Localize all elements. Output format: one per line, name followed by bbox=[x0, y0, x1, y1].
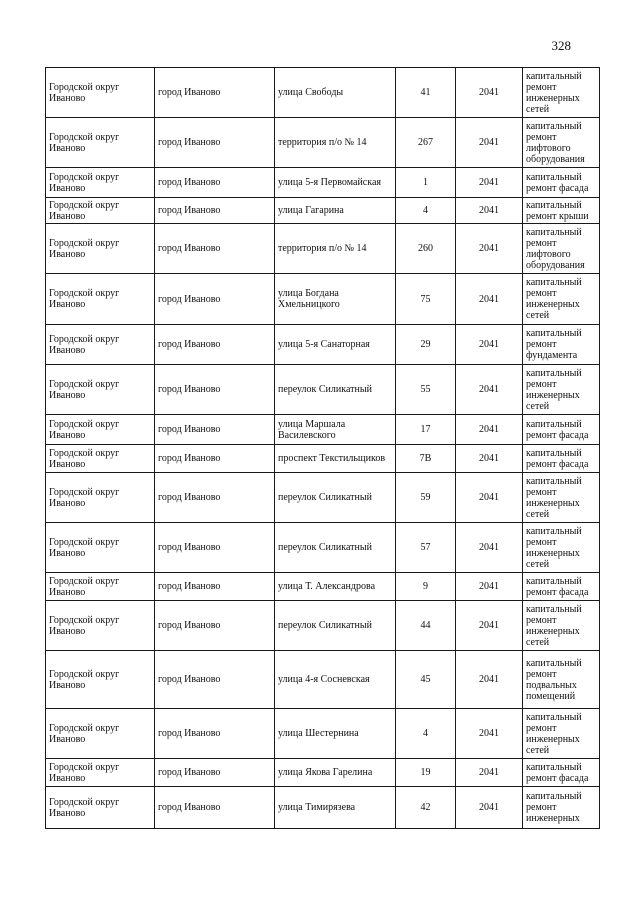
cell-house: 29 bbox=[396, 325, 456, 365]
cell-city: город Иваново bbox=[155, 118, 275, 168]
cell-house: 4 bbox=[396, 198, 456, 224]
cell-year: 2041 bbox=[456, 573, 523, 601]
table-row bbox=[46, 68, 600, 118]
cell-okrug: Городской округ Иваново bbox=[46, 651, 155, 709]
cell-house: 4 bbox=[396, 709, 456, 759]
table-row bbox=[46, 709, 600, 759]
cell-year: 2041 bbox=[456, 759, 523, 787]
cell-year: 2041 bbox=[456, 325, 523, 365]
cell-work: капитальный ремонт инженерных сетей bbox=[523, 365, 600, 415]
cell-work: капитальный ремонт инженерных bbox=[523, 787, 600, 829]
cell-street: улица Маршала Василевского bbox=[275, 415, 396, 445]
cell-house: 42 bbox=[396, 787, 456, 829]
cell-year: 2041 bbox=[456, 224, 523, 274]
cell-work: капитальный ремонт фасада bbox=[523, 445, 600, 473]
cell-work: капитальный ремонт фундамента bbox=[523, 325, 600, 365]
cell-city: город Иваново bbox=[155, 473, 275, 523]
cell-year: 2041 bbox=[456, 274, 523, 325]
cell-work: капитальный ремонт лифтового оборудования bbox=[523, 224, 600, 274]
cell-okrug: Городской округ Иваново bbox=[46, 224, 155, 274]
page-number: 328 bbox=[551, 38, 571, 53]
cell-work: капитальный ремонт инженерных сетей bbox=[523, 274, 600, 325]
cell-year: 2041 bbox=[456, 68, 523, 118]
cell-year: 2041 bbox=[456, 198, 523, 224]
cell-year: 2041 bbox=[456, 415, 523, 445]
cell-year: 2041 bbox=[456, 787, 523, 829]
cell-work: капитальный ремонт инженерных сетей bbox=[523, 523, 600, 573]
cell-work: капитальный ремонт фасада bbox=[523, 759, 600, 787]
cell-year: 2041 bbox=[456, 118, 523, 168]
cell-work: капитальный ремонт фасада bbox=[523, 573, 600, 601]
cell-okrug: Городской округ Иваново bbox=[46, 118, 155, 168]
cell-city: город Иваново bbox=[155, 68, 275, 118]
cell-city: город Иваново bbox=[155, 445, 275, 473]
registry-table bbox=[45, 67, 600, 829]
cell-street: улица 5-я Первомайская bbox=[275, 168, 396, 198]
cell-house: 19 bbox=[396, 759, 456, 787]
table-row bbox=[46, 445, 600, 473]
cell-year: 2041 bbox=[456, 709, 523, 759]
cell-work: капитальный ремонт инженерных сетей bbox=[523, 68, 600, 118]
table-row bbox=[46, 415, 600, 445]
cell-year: 2041 bbox=[456, 445, 523, 473]
cell-city: город Иваново bbox=[155, 168, 275, 198]
cell-okrug: Городской округ Иваново bbox=[46, 759, 155, 787]
cell-year: 2041 bbox=[456, 168, 523, 198]
cell-house: 44 bbox=[396, 601, 456, 651]
cell-okrug: Городской округ Иваново bbox=[46, 274, 155, 325]
cell-house: 267 bbox=[396, 118, 456, 168]
cell-house: 1 bbox=[396, 168, 456, 198]
table-row bbox=[46, 759, 600, 787]
table-row bbox=[46, 473, 600, 523]
table-row bbox=[46, 224, 600, 274]
cell-street: переулок Силикатный bbox=[275, 601, 396, 651]
cell-house: 55 bbox=[396, 365, 456, 415]
cell-city: город Иваново bbox=[155, 274, 275, 325]
cell-work: капитальный ремонт подвальных помещений bbox=[523, 651, 600, 709]
cell-street: улица Богдана Хмельницкого bbox=[275, 274, 396, 325]
cell-year: 2041 bbox=[456, 473, 523, 523]
cell-okrug: Городской округ Иваново bbox=[46, 523, 155, 573]
cell-work: капитальный ремонт инженерных сетей bbox=[523, 473, 600, 523]
table-row bbox=[46, 523, 600, 573]
cell-work: капитальный ремонт инженерных сетей bbox=[523, 601, 600, 651]
cell-street: переулок Силикатный bbox=[275, 523, 396, 573]
cell-year: 2041 bbox=[456, 651, 523, 709]
cell-city: город Иваново bbox=[155, 759, 275, 787]
cell-city: город Иваново bbox=[155, 651, 275, 709]
registry-table-body bbox=[46, 68, 600, 829]
cell-work: капитальный ремонт крыши bbox=[523, 198, 600, 224]
cell-okrug: Городской округ Иваново bbox=[46, 365, 155, 415]
cell-street: переулок Силикатный bbox=[275, 473, 396, 523]
cell-city: город Иваново bbox=[155, 709, 275, 759]
cell-work: капитальный ремонт инженерных сетей bbox=[523, 709, 600, 759]
cell-house: 41 bbox=[396, 68, 456, 118]
cell-okrug: Городской округ Иваново bbox=[46, 325, 155, 365]
cell-house: 17 bbox=[396, 415, 456, 445]
cell-city: город Иваново bbox=[155, 365, 275, 415]
cell-house: 59 bbox=[396, 473, 456, 523]
cell-work: капитальный ремонт фасада bbox=[523, 168, 600, 198]
cell-house: 260 bbox=[396, 224, 456, 274]
table-row bbox=[46, 118, 600, 168]
cell-house: 9 bbox=[396, 573, 456, 601]
cell-street: улица Якова Гарелина bbox=[275, 759, 396, 787]
cell-okrug: Городской округ Иваново bbox=[46, 68, 155, 118]
cell-work: капитальный ремонт фасада bbox=[523, 415, 600, 445]
cell-street: улица 4-я Сосневская bbox=[275, 651, 396, 709]
cell-okrug: Городской округ Иваново bbox=[46, 709, 155, 759]
cell-house: 57 bbox=[396, 523, 456, 573]
table-row bbox=[46, 365, 600, 415]
cell-okrug: Городской округ Иваново bbox=[46, 415, 155, 445]
cell-street: улица Свободы bbox=[275, 68, 396, 118]
table-row bbox=[46, 325, 600, 365]
cell-house: 45 bbox=[396, 651, 456, 709]
table-row bbox=[46, 274, 600, 325]
cell-street: территория п/о № 14 bbox=[275, 118, 396, 168]
cell-street: улица Т. Александрова bbox=[275, 573, 396, 601]
cell-street: проспект Текстильщиков bbox=[275, 445, 396, 473]
cell-city: город Иваново bbox=[155, 325, 275, 365]
cell-city: город Иваново bbox=[155, 224, 275, 274]
cell-okrug: Городской округ Иваново bbox=[46, 787, 155, 829]
cell-okrug: Городской округ Иваново bbox=[46, 473, 155, 523]
cell-city: город Иваново bbox=[155, 415, 275, 445]
cell-city: город Иваново bbox=[155, 523, 275, 573]
cell-okrug: Городской округ Иваново bbox=[46, 445, 155, 473]
cell-city: город Иваново bbox=[155, 198, 275, 224]
table-row bbox=[46, 168, 600, 198]
cell-street: улица Гагарина bbox=[275, 198, 396, 224]
cell-street: переулок Силикатный bbox=[275, 365, 396, 415]
cell-house: 75 bbox=[396, 274, 456, 325]
cell-city: город Иваново bbox=[155, 787, 275, 829]
table-row bbox=[46, 787, 600, 829]
cell-okrug: Городской округ Иваново bbox=[46, 573, 155, 601]
cell-city: город Иваново bbox=[155, 573, 275, 601]
table-row bbox=[46, 198, 600, 224]
cell-okrug: Городской округ Иваново bbox=[46, 168, 155, 198]
table-row bbox=[46, 651, 600, 709]
cell-work: капитальный ремонт лифтового оборудования bbox=[523, 118, 600, 168]
cell-street: улица Шестернина bbox=[275, 709, 396, 759]
cell-street: улица 5-я Санаторная bbox=[275, 325, 396, 365]
cell-okrug: Городской округ Иваново bbox=[46, 601, 155, 651]
cell-street: территория п/о № 14 bbox=[275, 224, 396, 274]
cell-house: 7В bbox=[396, 445, 456, 473]
cell-city: город Иваново bbox=[155, 601, 275, 651]
cell-year: 2041 bbox=[456, 523, 523, 573]
cell-year: 2041 bbox=[456, 601, 523, 651]
table-row bbox=[46, 573, 600, 601]
cell-okrug: Городской округ Иваново bbox=[46, 198, 155, 224]
cell-year: 2041 bbox=[456, 365, 523, 415]
table-row bbox=[46, 601, 600, 651]
cell-street: улица Тимирязева bbox=[275, 787, 396, 829]
